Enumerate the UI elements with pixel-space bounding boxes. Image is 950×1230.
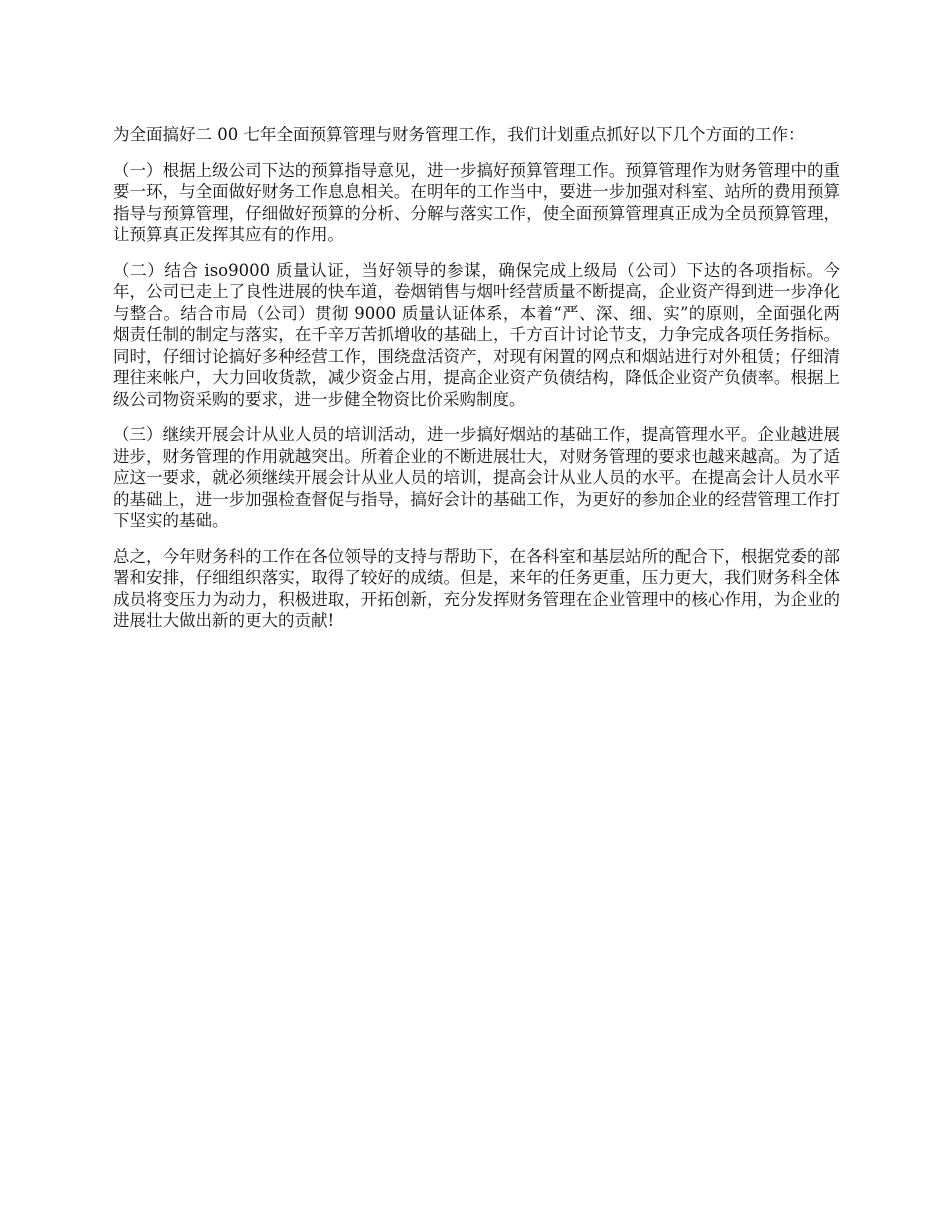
section-two-paragraph: （二）结合 iso9000 质量认证，当好领导的参谋，确保完成上级局（公司）下达的各项指标。今年，公司已走上了良性进展的快车道，卷烟销售与烟叶经营质量不断提高，企业资产得到进一步净化与整合。结合市局（公司）贯彻 9000 质量认证体系，本着“严、深、细、实”的原则，全面强化两烟责任制的制定与落实，在千辛万苦抓增收的基础上，千方百计讨论节支，力争完成各项任务指标。同时，仔细讨论搞好多种经营工作，围绕盘活资产，对现有闲置的网点和烟站进行对外租赁；仔细清理往来帐户，大力回收货款，减少资金占用，提高企业资产负债结构，降低企业资产负债率。根据上级公司物资采购的要求，进一步健全物资比价采购制度。 bbox=[113, 260, 840, 409]
intro-paragraph: 为全面搞好二 00 七年全面预算管理与财务管理工作，我们计划重点抓好以下几个方面的工作： bbox=[113, 125, 805, 144]
section-three-paragraph: （三）继续开展会计从业人员的培训活动，进一步搞好烟站的基础工作，提高管理水平。企业越进展进步，财务管理的作用就越突出。所着企业的不断进展壮大，对财务管理的要求也越来越高。为了适应这一要求，就必须继续开展会计从业人员的培训，提高会计从业人员的水平。在提高会计人员水平的基础上，进一步加强检查督促与指导，搞好会计的基础工作，为更好的参加企业的经营管理工作打下坚实的基础。 bbox=[113, 425, 840, 530]
conclusion-paragraph: 总之，今年财务科的工作在各位领导的支持与帮助下，在各科室和基层站所的配合下，根据党委的部署和安排，仔细组织落实，取得了较好的成绩。但是，来年的任务更重，压力更大，我们财务科全体成员将变压力为动力，积极进取，开拓创新，充分发挥财务管理在企业管理中的核心作用，为企业的进展壮大做出新的更大的贡献! bbox=[113, 546, 840, 630]
section-one-paragraph: （一）根据上级公司下达的预算指导意见，进一步搞好预算管理工作。预算管理作为财务管理中的重要一环，与全面做好财务工作息息相关。在明年的工作当中，要进一步加强对科室、站所的费用预算指导与预算管理，仔细做好预算的分析、分解与落实工作，使全面预算管理真正成为全员预算管理，让预算真正发挥其应有的作用。 bbox=[113, 160, 840, 244]
document-body bbox=[113, 124, 840, 646]
